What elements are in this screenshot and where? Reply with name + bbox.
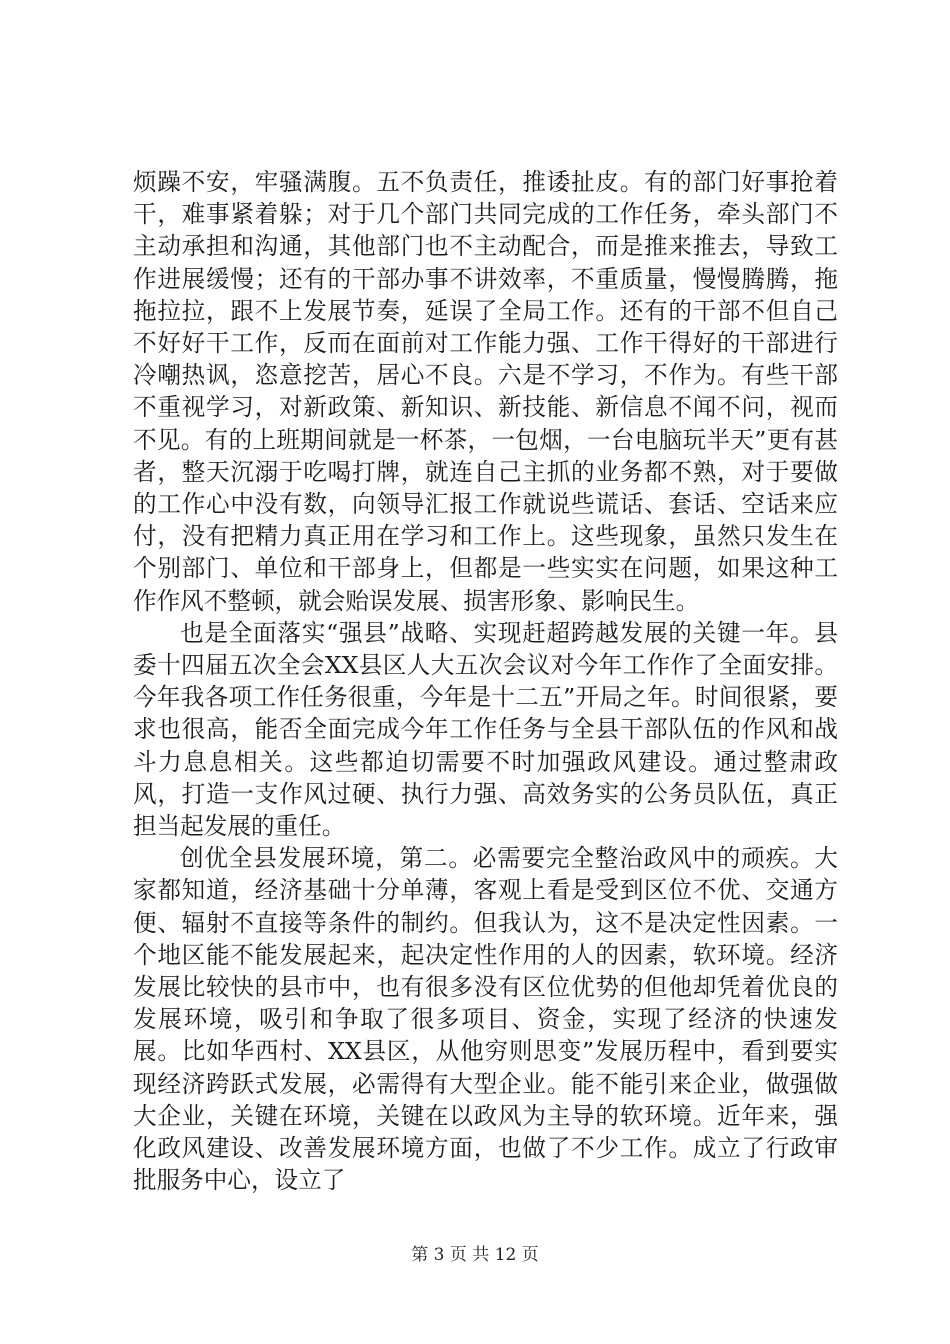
paragraph-2: 也是全面落实“强县”战略、实现赶超跨越发展的关键一年。县委十四届五次全会XX县区人大五次会议对今年工作作了全面安排。今年我各项工作任务很重，今年是十二五”开局之年。时间很紧，要求也很高，能否全面完成今年工作任务与全县干部队伍的作风和战斗力息息相关。这些都迫切需要不时加强政风建设。通过整肃政风，打造一支作风过硬、执行力强、高效务实的公务员队伍，真正担当起发展的重任。 (133, 618, 838, 841)
paragraph-3: 创优全县发展环境，第二。必需要完全整治政风中的顽疾。大家都知道，经济基础十分单薄，客观上看是受到区位不优、交通方便、辐射不直接等条件的制约。但我认为，这不是决定性因素。一个地区能不能发展起来，起决定性作用的人的因素，软环境。经济发展比较快的县市中，也有很多没有区位优势的但他却凭着优良的发展环境，吸引和争取了很多项目、资金，实现了经济的快速发展。比如华西村、XX县区，从他穷则思变”发展历程中，看到要实现经济跨跃式发展，必需得有大型企业。能不能引来企业，做强做大企业，关键在环境，关键在以政风为主导的软环境。近年来，强化政风建设、改善发展环境方面，也做了不少工作。成立了行政审批服务中心，设立了 (133, 844, 838, 1195)
page-number-footer: 第 3 页 共 12 页 (411, 1245, 539, 1265)
document-body (133, 166, 838, 1197)
paragraph-1: 烦躁不安，牢骚满腹。五不负责任，推诿扯皮。有的部门好事抢着干，难事紧着躲；对于几个部门共同完成的工作任务，牵头部门不主动承担和沟通，其他部门也不主动配合，而是推来推去，导致工作进展缓慢；还有的干部办事不讲效率，不重质量，慢慢腾腾，拖拖拉拉，跟不上发展节奏，延误了全局工作。还有的干部不但自己不好好干工作，反而在面前对工作能力强、工作干得好的干部进行冷嘲热讽，恣意挖苦，居心不良。六是不学习，不作为。有些干部不重视学习，对新政策、新知识、新技能、新信息不闻不问，视而不见。有的上班期间就是一杯茶，一包烟，一台电脑玩半天”更有甚者，整天沉溺于吃喝打牌，就连自己主抓的业务都不熟，对于要做的工作心中没有数，向领导汇报工作就说些谎话、套话、空话来应付，没有把精力真正用在学习和工作上。这些现象，虽然只发生在个别部门、单位和干部身上，但都是一些实实在问题，如果这种工作作风不整顿，就会贻误发展、损害形象、影响民生。 (133, 168, 838, 615)
